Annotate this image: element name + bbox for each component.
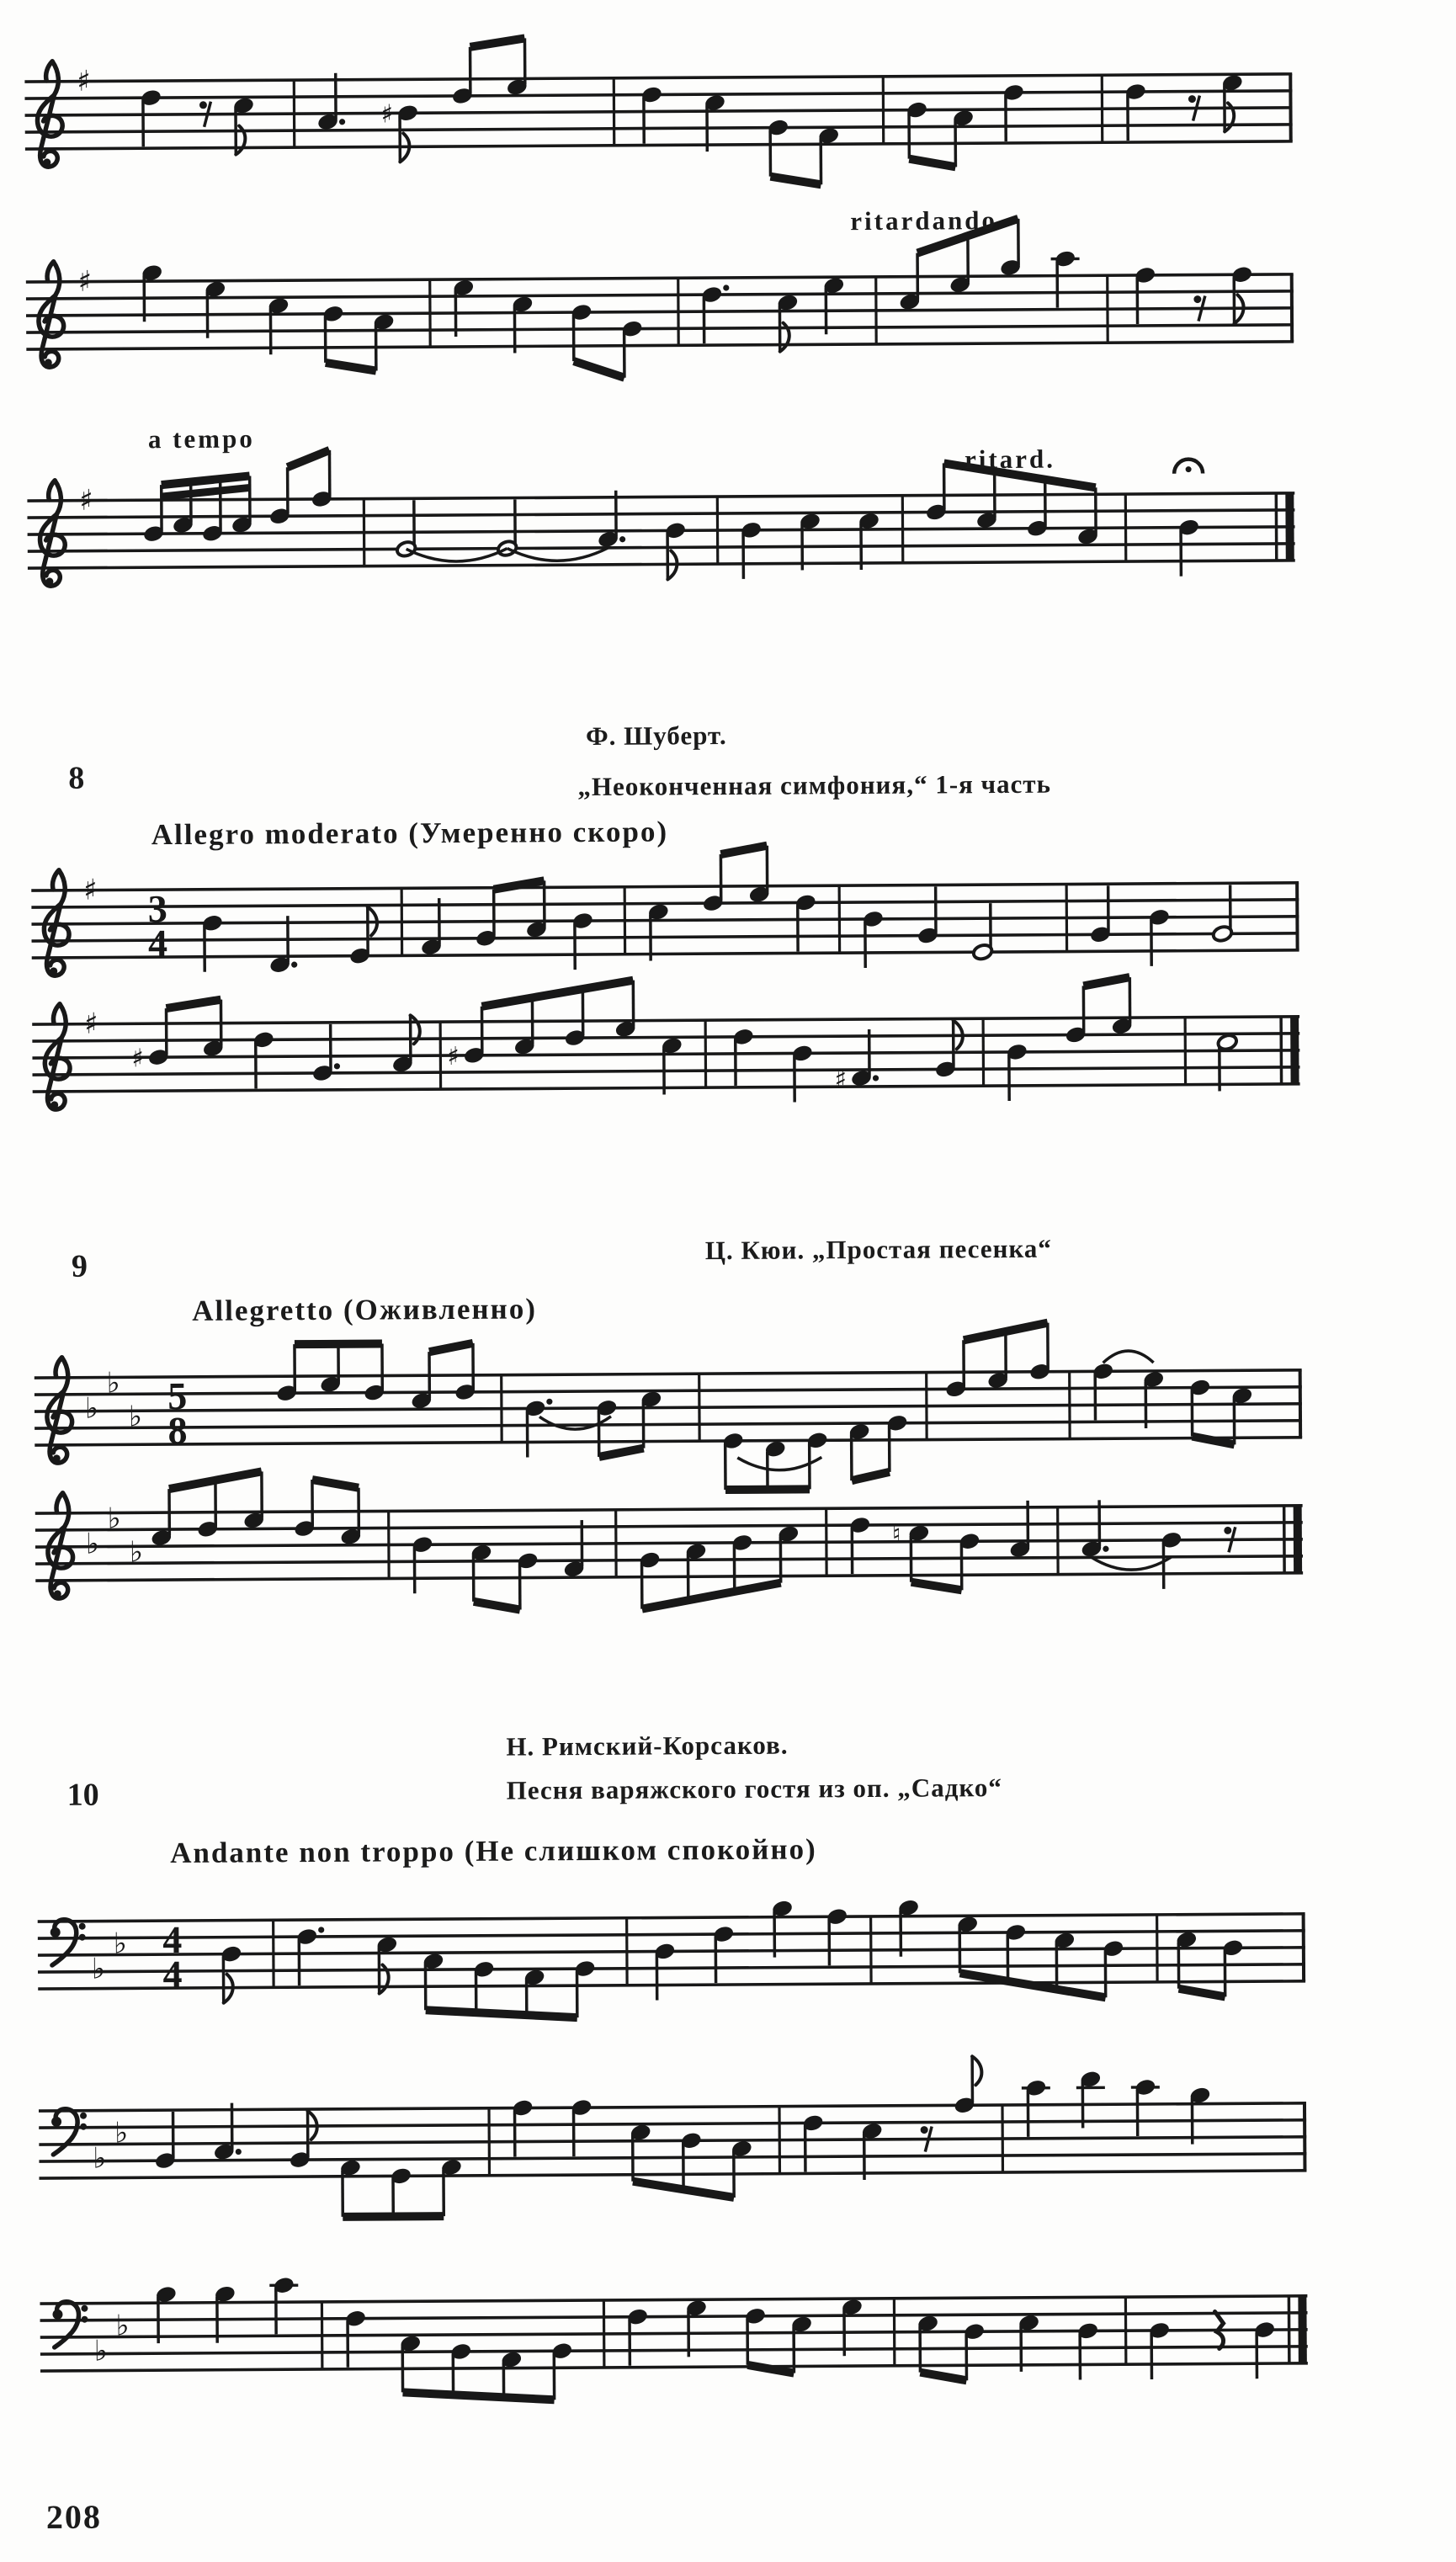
note: [221, 1945, 242, 2003]
note: [621, 320, 643, 378]
note: [1076, 2070, 1105, 2128]
note: [1076, 487, 1098, 545]
time-signature-denominator: 4: [147, 922, 168, 965]
beam: [429, 1343, 473, 1352]
beam: [909, 158, 955, 167]
key-accidental: ♯: [83, 1007, 98, 1041]
beam: [426, 2009, 577, 2018]
note: [364, 1343, 385, 1401]
note: [802, 2114, 824, 2172]
note: [849, 1516, 871, 1574]
note: [294, 1480, 316, 1538]
a-tempo-mark: a tempo: [147, 423, 255, 454]
key-accidental: ♭: [84, 1391, 99, 1426]
beam: [720, 846, 767, 854]
note: [834, 1029, 879, 1094]
note: [818, 126, 840, 184]
note: [1089, 885, 1111, 943]
exercise-8-number: 8: [68, 760, 85, 796]
note: [959, 1532, 980, 1590]
note: [925, 463, 947, 521]
note: [987, 1331, 1009, 1390]
exercise-9-number: 9: [71, 1248, 88, 1284]
note: [231, 476, 252, 534]
time-signature-numerator: 3: [147, 887, 167, 931]
note: [1189, 1379, 1211, 1437]
note: [630, 2123, 651, 2182]
note: [563, 1520, 585, 1578]
bass-clef-icon: [52, 2302, 88, 2347]
note: [1092, 1362, 1114, 1420]
note: [454, 1343, 476, 1401]
note: [214, 2285, 236, 2343]
beam: [1083, 977, 1129, 986]
beam: [574, 361, 624, 378]
bass-clef-icon: [50, 1920, 86, 1965]
note: [1211, 885, 1233, 943]
note: [1221, 73, 1243, 131]
accidental: ♯: [131, 1044, 145, 1074]
note: [475, 890, 497, 948]
beam: [287, 450, 329, 467]
note: [654, 1943, 676, 2001]
note: [1143, 1370, 1165, 1428]
note: [571, 2098, 592, 2156]
note: [205, 280, 226, 338]
key-accidental: ♭: [114, 2116, 129, 2150]
beam: [1179, 1988, 1225, 1996]
note: [1065, 986, 1087, 1044]
note: [794, 894, 816, 952]
note: [1111, 977, 1133, 1035]
note: [665, 521, 687, 579]
final-barline-thick: [1298, 2296, 1306, 2363]
note: [1022, 2079, 1050, 2137]
beam: [343, 2216, 444, 2217]
note: [141, 263, 163, 322]
note: [140, 88, 162, 146]
note: [1135, 266, 1156, 324]
note: [702, 854, 724, 912]
note: [151, 1489, 173, 1547]
note: [768, 119, 789, 177]
note: [917, 886, 938, 944]
note: [155, 2285, 177, 2343]
note: [1231, 265, 1253, 323]
beam: [481, 981, 633, 1007]
key-accidental: ♭: [106, 1366, 120, 1401]
note: [685, 1542, 707, 1600]
note: [731, 1533, 753, 1592]
note: [1009, 1501, 1031, 1559]
note: [745, 2307, 767, 2365]
beam: [326, 363, 376, 371]
accidental: ♯: [834, 1065, 848, 1095]
time-signature-denominator: 8: [167, 1408, 188, 1453]
slur: [1103, 1351, 1154, 1363]
note: [686, 2299, 708, 2357]
key-accidental: ♭: [128, 1400, 143, 1434]
note: [1222, 1938, 1244, 1996]
note: [268, 467, 290, 525]
note: [627, 2308, 649, 2366]
key-accidental: ♭: [115, 2309, 130, 2343]
exercise-9-tempo: Allegretto (Оживленно): [192, 1292, 538, 1327]
exercise-8-tempo: Allegro moderato (Умеренно скоро): [151, 815, 669, 852]
note: [571, 303, 592, 361]
key-accidental: ♭: [93, 2141, 107, 2176]
exercise-10-tempo: Andante non troppo (Не слишком спокойно): [170, 1832, 817, 1870]
note: [823, 276, 845, 334]
key-accidental: ♯: [79, 483, 93, 518]
note: [800, 512, 821, 570]
note: [953, 109, 975, 167]
note: [501, 2351, 523, 2398]
note: [1131, 2078, 1160, 2136]
note: [1216, 1033, 1238, 1091]
ritardando-mark: ritardando: [850, 205, 998, 237]
note: [1149, 2321, 1171, 2379]
note: [233, 97, 255, 155]
accidental: ♯: [380, 99, 394, 130]
note: [1026, 480, 1048, 538]
note: [512, 295, 534, 353]
note: [858, 512, 880, 570]
note: [551, 2341, 573, 2400]
beam: [642, 1583, 781, 1609]
beam: [166, 1000, 221, 1008]
note: [1002, 83, 1024, 141]
note: [411, 1352, 433, 1410]
key-accidental: ♭: [107, 1502, 121, 1536]
note: [574, 1959, 596, 2017]
note: [213, 2103, 242, 2161]
note: [1254, 2320, 1276, 2379]
note: [1178, 518, 1200, 577]
accidental: ♮: [891, 1519, 901, 1549]
note: [391, 2166, 412, 2216]
staff-system-1: [24, 0, 1297, 225]
note: [172, 482, 194, 534]
note: [791, 2315, 813, 2373]
beam: [920, 2372, 966, 2380]
note: [376, 1936, 398, 1994]
note: [1018, 2314, 1040, 2372]
note: [422, 1952, 444, 2010]
note: [1028, 1323, 1050, 1381]
note: [1189, 2086, 1211, 2145]
staff-system-5: [32, 941, 1305, 1167]
bass-clef-icon: [51, 2109, 87, 2155]
final-barline-thick: [1294, 1506, 1302, 1573]
page-number: 208: [45, 2497, 103, 2536]
beam: [403, 2391, 555, 2400]
note: [506, 38, 528, 96]
beam: [911, 1581, 962, 1590]
beam: [474, 1602, 520, 1610]
note: [440, 2158, 462, 2216]
ritard-mark: ritard.: [964, 444, 1056, 475]
note: [1124, 82, 1146, 141]
beam: [960, 1972, 1106, 1998]
exercise-8-composer: Ф. Шуберт.: [585, 720, 727, 752]
note: [892, 1520, 930, 1582]
note: [731, 2139, 752, 2198]
exercise-9-composer: Ц. Кюи. „Простая песенка“: [704, 1233, 1052, 1266]
note: [772, 1900, 794, 1958]
note: [1005, 1923, 1027, 1981]
note: [1103, 1939, 1124, 1997]
note: [202, 1000, 224, 1058]
final-barline-thick: [1285, 493, 1294, 561]
beam: [162, 476, 250, 485]
note: [517, 1552, 539, 1610]
key-accidental: ♯: [83, 873, 98, 907]
beam: [312, 1480, 359, 1488]
key-accidental: ♭: [85, 1527, 100, 1561]
note: [1054, 1932, 1076, 1990]
note: [400, 2334, 422, 2392]
note: [732, 1028, 754, 1086]
note: [791, 1044, 813, 1103]
note: [741, 521, 763, 579]
note: [316, 73, 345, 131]
note: [373, 313, 395, 371]
key-accidental: ♯: [77, 264, 93, 299]
slur: [1092, 1557, 1172, 1571]
exercise-10-number: 10: [66, 1777, 99, 1813]
beam: [770, 176, 821, 184]
note: [412, 1535, 433, 1593]
note: [661, 1037, 683, 1095]
note: [269, 2276, 298, 2334]
note: [957, 1915, 979, 1973]
note: [1006, 1043, 1028, 1101]
note: [154, 2112, 176, 2170]
note: [778, 1525, 800, 1583]
note: [345, 2310, 367, 2368]
key-accidental: ♯: [77, 64, 91, 98]
staff-lines: [39, 2103, 1306, 2178]
time-signature-numerator: 5: [167, 1374, 188, 1418]
note: [276, 1344, 298, 1402]
note: [680, 2131, 702, 2189]
note: [975, 471, 997, 529]
accidental: ♯: [447, 1041, 460, 1072]
staff-system-7: [35, 1430, 1307, 1656]
note: [704, 93, 726, 151]
note: [340, 1488, 362, 1546]
note: [523, 1969, 545, 2016]
note: [525, 880, 547, 938]
note: [861, 2122, 883, 2180]
note: [453, 279, 475, 337]
exercise-8-title: „Неоконченная симфония,“ 1-я часть: [577, 768, 1052, 802]
note: [391, 1015, 420, 1073]
note: [1077, 2322, 1099, 2380]
note: [513, 997, 535, 1055]
note: [320, 1344, 342, 1394]
staff-lines: [35, 1506, 1303, 1581]
note: [197, 1480, 219, 1539]
note: [597, 491, 625, 549]
time-signature-numerator: 4: [162, 1917, 183, 1962]
note: [512, 2099, 534, 2157]
note: [748, 846, 770, 904]
note: [614, 981, 636, 1039]
note: [268, 296, 290, 354]
note: [898, 1899, 920, 1957]
note: [322, 305, 344, 363]
exercise-10-title: Песня варяжского гостя из оп. „Садко“: [506, 1773, 1002, 1805]
note: [917, 2315, 939, 2373]
staff-system-2: [25, 199, 1298, 425]
note: [339, 2159, 361, 2217]
note: [1051, 250, 1080, 308]
key-accidental: ♭: [91, 1952, 106, 1986]
final-barline-thick: [1290, 1017, 1299, 1084]
note: [470, 1544, 492, 1602]
note: [713, 1925, 735, 1983]
key-accidental: ♭: [93, 2334, 108, 2368]
note: [252, 1030, 274, 1088]
staff-lines: [40, 2296, 1307, 2371]
note: [1176, 1931, 1198, 1989]
note: [899, 253, 921, 311]
note: [945, 1340, 967, 1398]
note: [639, 1551, 661, 1609]
note: [842, 2298, 864, 2356]
note: [640, 86, 662, 144]
exercise-10-composer: Н. Римский-Корсаков.: [506, 1730, 789, 1762]
beam: [470, 38, 524, 46]
note: [826, 1907, 848, 1965]
staff-system-9: [38, 2028, 1310, 2254]
note: [243, 1471, 265, 1529]
key-accidental: ♭: [113, 1927, 127, 1961]
note: [451, 47, 473, 105]
staff-system-10: [40, 2220, 1312, 2447]
note: [564, 989, 586, 1047]
note: [777, 294, 799, 352]
key-accidental: ♭: [129, 1535, 144, 1570]
beam: [295, 1344, 382, 1345]
time-signature-denominator: 4: [162, 1952, 183, 1996]
note: [964, 2322, 986, 2380]
note: [1081, 1500, 1109, 1558]
note: [906, 101, 928, 159]
